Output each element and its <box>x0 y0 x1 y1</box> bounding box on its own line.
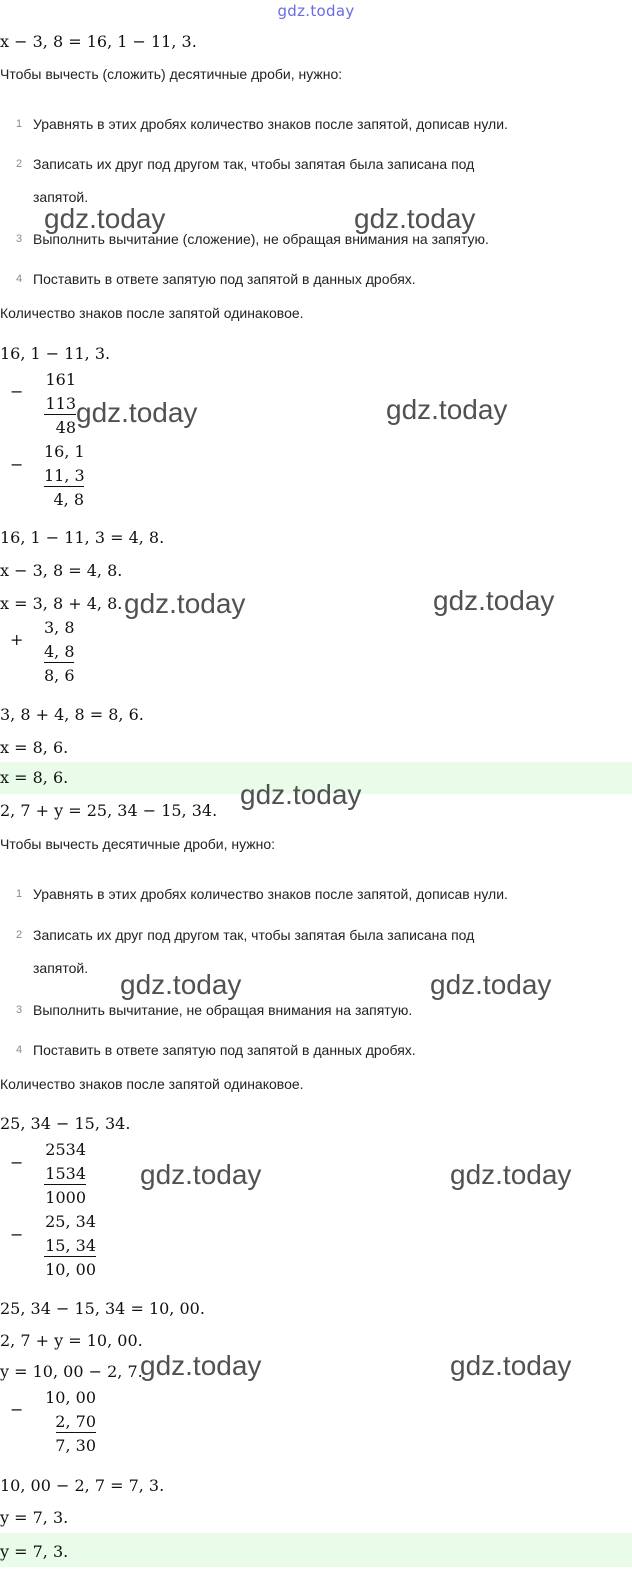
watermark: gdz.today <box>450 1159 572 1190</box>
note-2: Количество знаков после запятой одинаковое. <box>0 1076 304 1092</box>
column-operand: 11, 3 <box>44 466 85 485</box>
column-result: 7, 30 <box>55 1436 96 1455</box>
result-line: x − 3, 8 = 4, 8. <box>0 561 123 580</box>
watermark: gdz.today <box>433 585 555 616</box>
column-operand: 10, 00 <box>45 1388 96 1407</box>
watermark: gdz.today <box>124 588 246 619</box>
result-line: 10, 00 − 2, 7 = 7, 3. <box>0 1476 165 1495</box>
step-text: Выполнить вычитание (сложение), не обращая внимания на запятую. <box>33 231 489 247</box>
watermark: gdz.today <box>120 969 242 1000</box>
result-line: 25, 34 − 15, 34 = 10, 00. <box>0 1299 205 1318</box>
watermark: gdz.today <box>76 397 198 428</box>
watermark: gdz.today <box>386 394 508 425</box>
watermark: gdz.today <box>430 969 552 1000</box>
column-line <box>44 1256 96 1257</box>
result-line: x = 3, 8 + 4, 8. <box>0 594 123 613</box>
calc-title-2: 25, 34 − 15, 34. <box>0 1114 131 1133</box>
column-result: 4, 8 <box>53 490 84 509</box>
answer-highlight <box>0 1533 632 1567</box>
column-operator: + <box>10 630 24 649</box>
watermark: gdz.today <box>140 1350 262 1381</box>
column-operand: 3, 8 <box>44 618 75 637</box>
site-header-logo[interactable]: gdz.today <box>277 2 355 20</box>
step-text-continued: запятой. <box>33 189 89 205</box>
step-number: 4 <box>16 273 23 285</box>
equation-2: 2, 7 + y = 25, 34 − 15, 34. <box>0 801 218 820</box>
answer: y = 7, 3. <box>0 1542 69 1561</box>
column-operator: − <box>10 455 24 474</box>
column-line <box>44 486 84 487</box>
column-result: 1000 <box>45 1188 86 1207</box>
step-text: Поставить в ответе запятую под запятой в данных дробях. <box>33 1042 416 1058</box>
column-operator: − <box>10 1153 24 1172</box>
equation-1: x − 3, 8 = 16, 1 − 11, 3. <box>0 32 197 51</box>
watermark: gdz.today <box>450 1350 572 1381</box>
result-line: y = 7, 3. <box>0 1508 69 1527</box>
rule-intro-2: Чтобы вычесть десятичные дроби, нужно: <box>0 836 276 852</box>
watermark: gdz.today <box>240 779 362 810</box>
column-operator: − <box>10 1400 24 1419</box>
note-1: Количество знаков после запятой одинаковое. <box>0 305 304 321</box>
column-operand: 25, 34 <box>45 1212 96 1231</box>
column-operand: 2534 <box>45 1140 86 1159</box>
step-text: Записать их друг под другом так, чтобы запятая была записана под <box>33 156 475 172</box>
step-text: Уравнять в этих дробях количество знаков после запятой, дописав нули. <box>33 116 508 132</box>
watermark: gdz.today <box>140 1159 262 1190</box>
column-result: 48 <box>55 418 76 437</box>
column-result: 10, 00 <box>45 1260 96 1279</box>
step-number: 1 <box>16 118 23 130</box>
column-operand: 2, 70 <box>55 1412 96 1431</box>
step-text: Выполнить вычитание, не обращая внимания на запятую. <box>33 1002 413 1018</box>
column-operand: 15, 34 <box>45 1236 96 1255</box>
step-text: Уравнять в этих дробях количество знаков после запятой, дописав нули. <box>33 886 508 902</box>
column-operand: 16, 1 <box>44 442 85 461</box>
column-result: 8, 6 <box>44 666 75 685</box>
column-line <box>44 1184 86 1185</box>
step-number: 2 <box>16 158 23 170</box>
step-number: 1 <box>16 888 23 900</box>
column-operand: 1534 <box>45 1164 86 1183</box>
column-operand: 4, 8 <box>44 642 75 661</box>
step-number: 3 <box>16 1004 23 1016</box>
step-number: 3 <box>16 233 23 245</box>
column-line <box>44 414 76 415</box>
result-line: 3, 8 + 4, 8 = 8, 6. <box>0 705 144 724</box>
watermark: gdz.today <box>44 203 166 234</box>
column-operand: 161 <box>45 370 76 389</box>
column-line <box>44 662 74 663</box>
step-text-continued: запятой. <box>33 960 89 976</box>
column-operator: − <box>10 382 24 401</box>
answer: x = 8, 6. <box>0 768 69 787</box>
step-number: 4 <box>16 1044 23 1056</box>
result-line: 2, 7 + y = 10, 00. <box>0 1331 143 1350</box>
result-line: y = 10, 00 − 2, 7. <box>0 1362 143 1381</box>
step-number: 2 <box>16 929 23 941</box>
column-line <box>56 1432 96 1433</box>
calc-title-1: 16, 1 − 11, 3. <box>0 344 111 363</box>
column-operator: − <box>10 1225 24 1244</box>
rule-intro-1: Чтобы вычесть (сложить) десятичные дроби, нужно: <box>0 66 343 82</box>
step-text: Поставить в ответе запятую под запятой в данных дробях. <box>33 271 416 287</box>
column-operand: 113 <box>45 394 76 413</box>
result-line: x = 8, 6. <box>0 738 69 757</box>
watermark: gdz.today <box>354 203 476 234</box>
result-line: 16, 1 − 11, 3 = 4, 8. <box>0 528 165 547</box>
step-text: Записать их друг под другом так, чтобы запятая была записана под <box>33 927 475 943</box>
